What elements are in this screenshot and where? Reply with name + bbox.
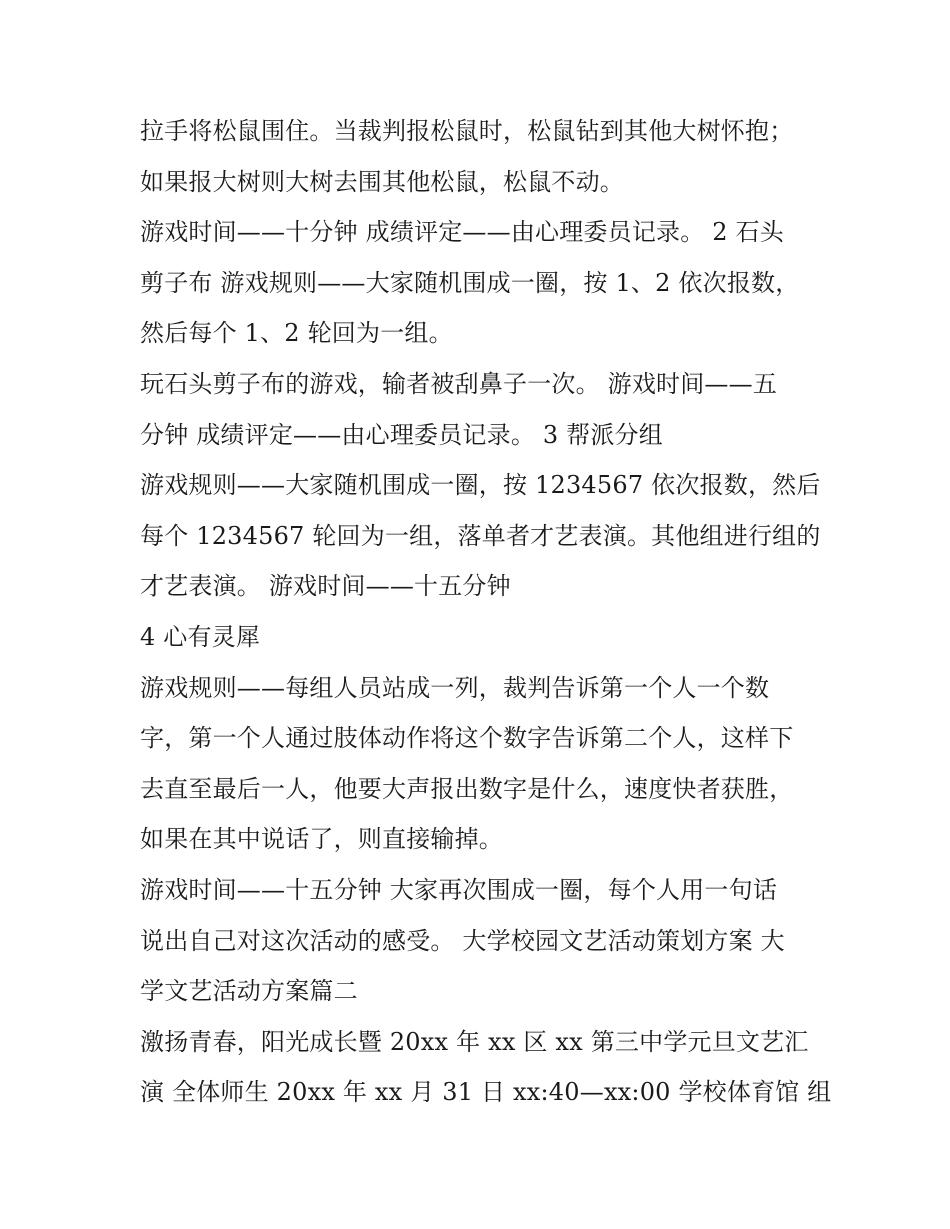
text-line: 每个 1234567 轮回为一组，落单者才艺表演。其他组进行组的: [140, 521, 821, 550]
text-line: 剪子布 游戏规则——大家随机围成一圈，按 1、2 依次报数，: [140, 268, 800, 297]
text-line: 说出自己对这次活动的感受。 大学校园文艺活动策划方案 大: [140, 926, 785, 955]
text-line: 如果报大树则大树去围其他松鼠，松鼠不动。: [140, 167, 624, 196]
text-line: 游戏时间——十五分钟 大家再次围成一圈，每个人用一句话: [140, 875, 778, 904]
section-heading: 4 心有灵犀: [140, 622, 261, 651]
text-line: 游戏时间——十分钟 成绩评定——由心理委员记录。 2 石头: [140, 218, 784, 247]
text-line: 字，第一个人通过肢体动作将这个数字告诉第二个人，这样下: [140, 724, 794, 753]
text-line: 学文艺活动方案篇二: [140, 977, 358, 1006]
text-line: 才艺表演。 游戏时间——十五分钟: [140, 572, 511, 601]
document-body: [140, 106, 832, 1118]
text-line: 游戏规则——大家随机围成一圈，按 1234567 依次报数，然后: [140, 471, 821, 500]
text-line: 激扬青春，阳光成长暨 20xx 年 xx 区 xx 第三中学元旦文艺汇: [140, 1027, 809, 1056]
text-line: 然后每个 1、2 轮回为一组。: [140, 319, 453, 348]
text-line: 拉手将松鼠围住。当裁判报松鼠时，松鼠钻到其他大树怀抱；: [140, 117, 794, 145]
text-line: 玩石头剪子布的游戏，输者被刮鼻子一次。 游戏时间——五: [140, 369, 778, 398]
text-line: 演 全体师生 20xx 年 xx 月 31 日 xx:40—xx:00 学校体育馆 组: [140, 1078, 832, 1107]
text-line: 分钟 成绩评定——由心理委员记录。 3 帮派分组: [140, 420, 663, 449]
text-line: 如果在其中说话了，则直接输掉。: [140, 825, 503, 854]
text-line: 去直至最后一人，他要大声报出数字是什么，速度快者获胜，: [140, 774, 794, 803]
text-line: 游戏规则——每组人员站成一列，裁判告诉第一个人一个数: [140, 673, 770, 702]
